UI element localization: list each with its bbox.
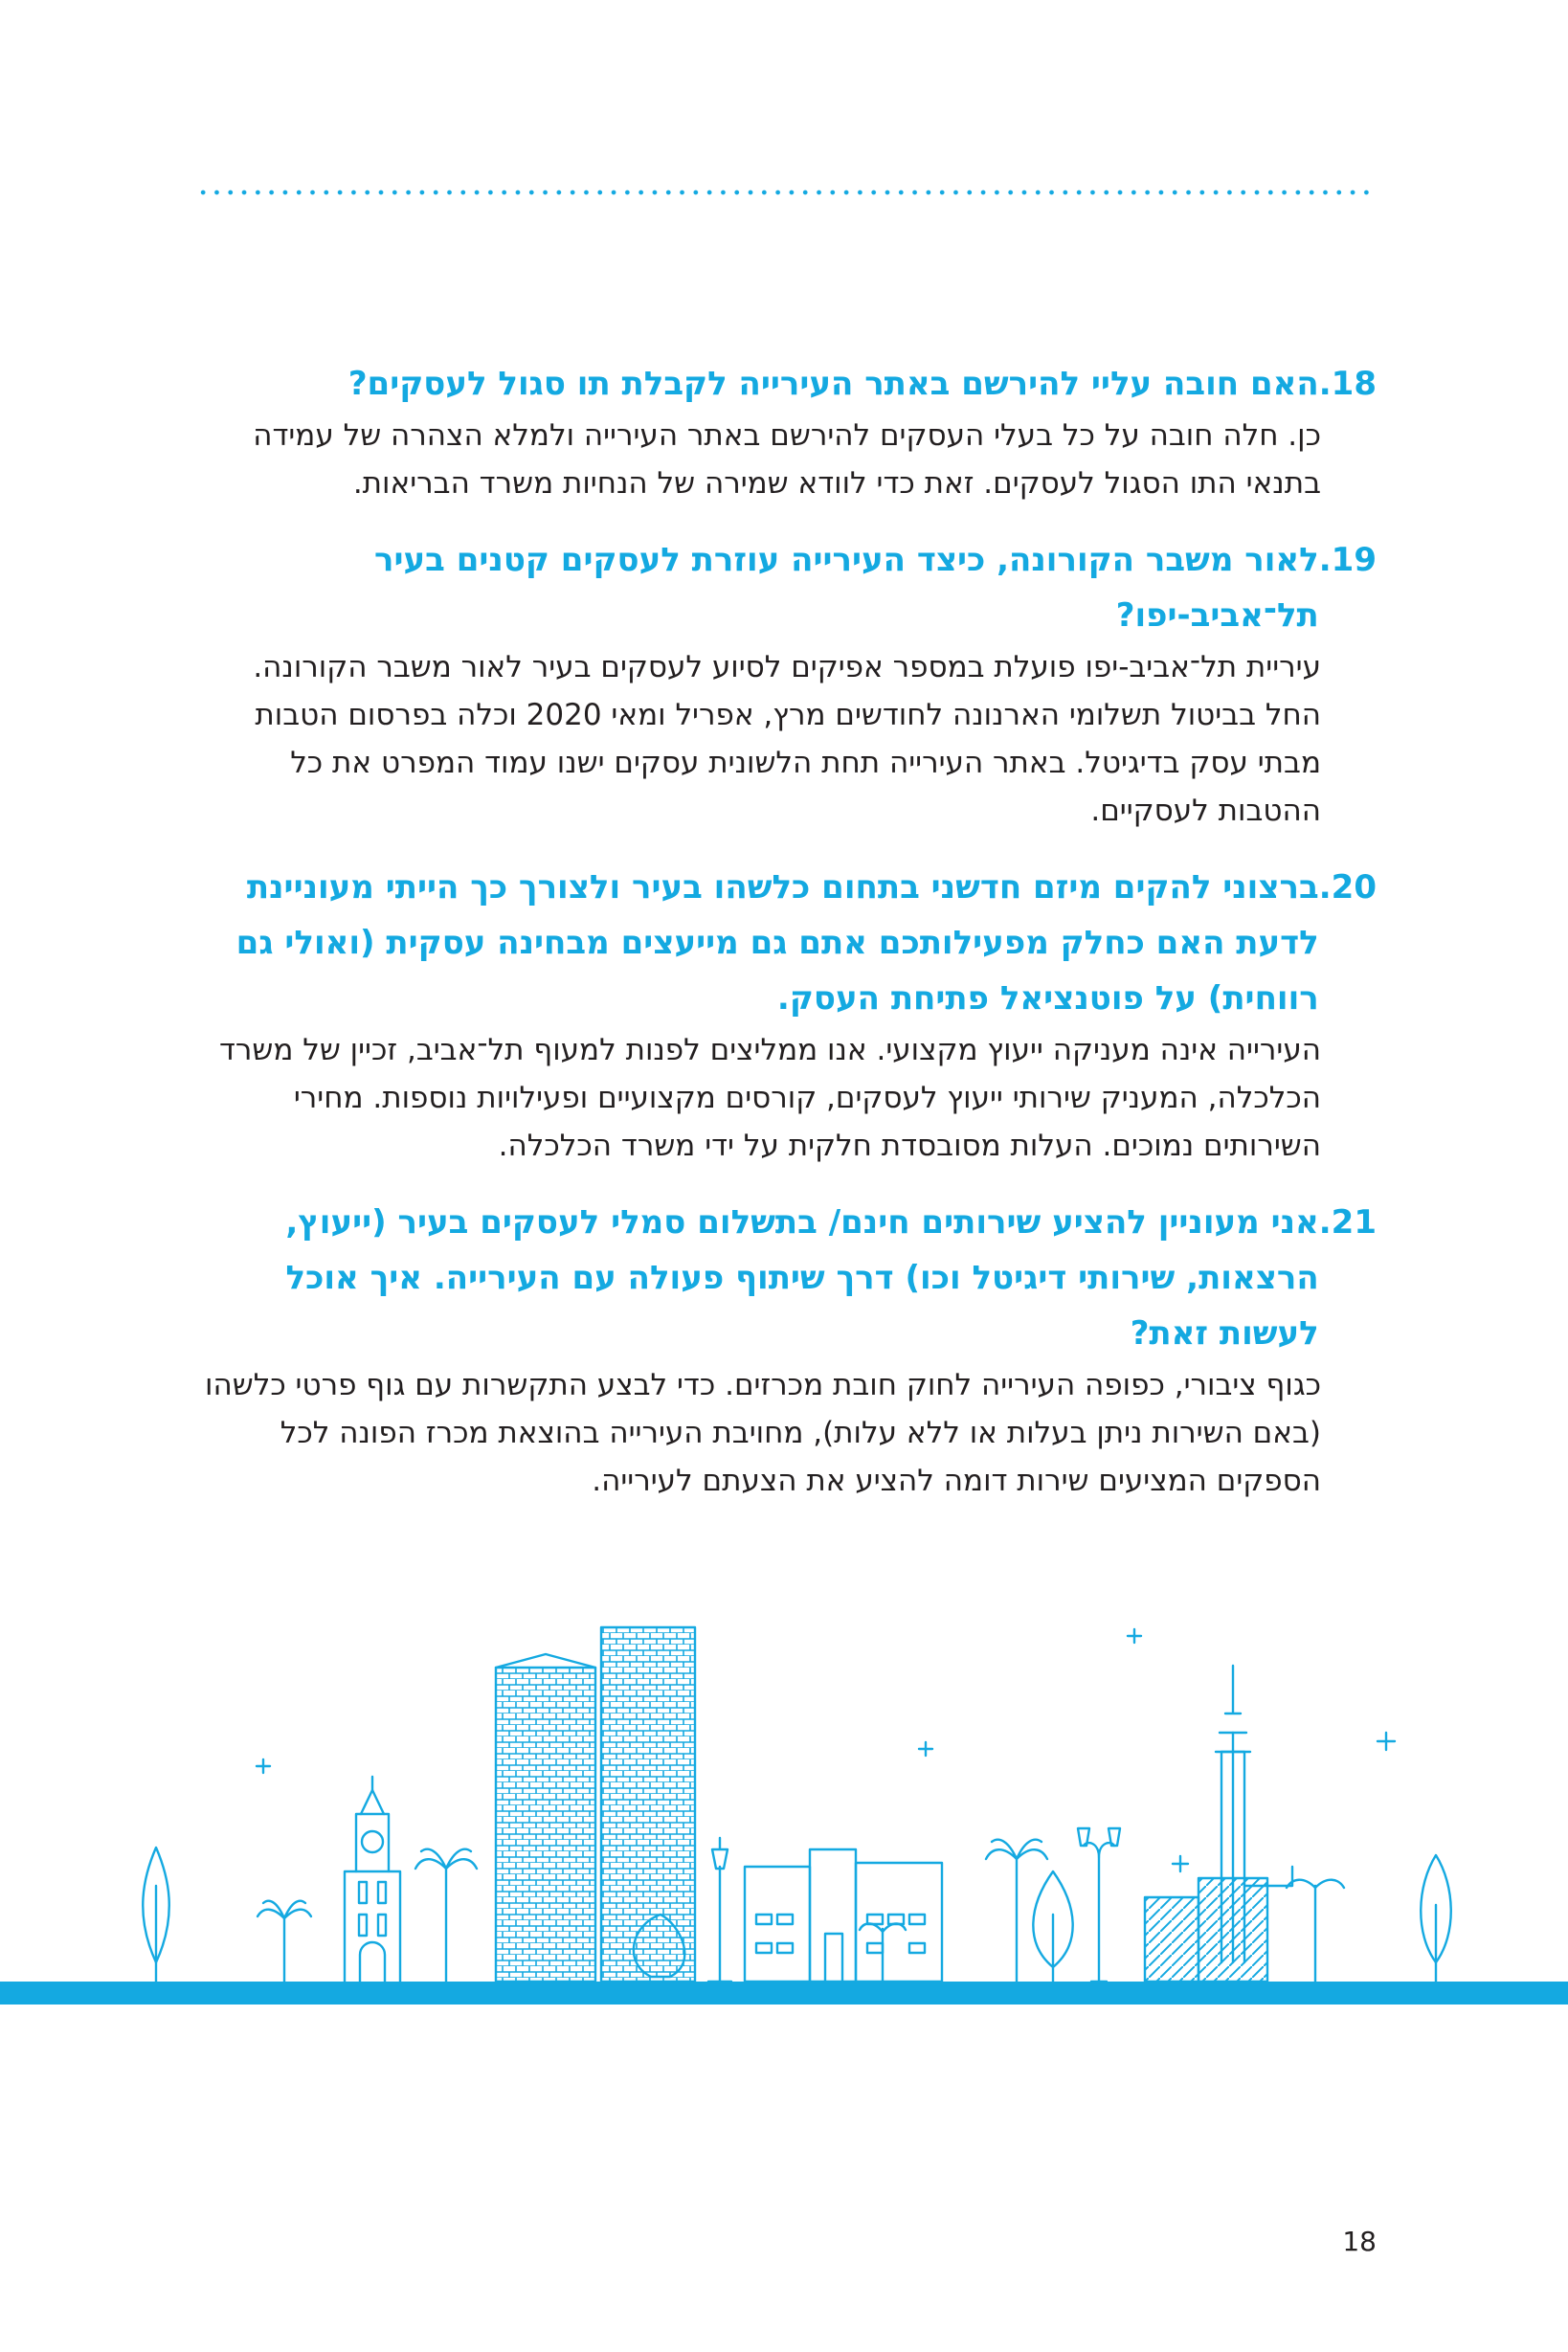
faq-question bbox=[191, 860, 1377, 1026]
faq-question bbox=[191, 356, 1377, 412]
question-number: 20. bbox=[1318, 868, 1377, 907]
dotted-divider bbox=[196, 189, 1376, 196]
city-skyline-illustration bbox=[0, 1599, 1568, 2096]
question-text: לאור משבר הקורונה, כיצד העירייה עוזרת לעסקים קטנים בעיר תל־אביב-יפו? bbox=[374, 541, 1319, 635]
question-number: 21. bbox=[1318, 1203, 1377, 1242]
faq-question bbox=[191, 532, 1377, 643]
question-number: 19. bbox=[1318, 541, 1377, 579]
faq-item-19 bbox=[191, 532, 1377, 835]
faq-item-21 bbox=[191, 1195, 1377, 1505]
faq-list bbox=[191, 356, 1377, 1530]
question-text: אני מעוניין להציע שירותים חינם/ בתשלום סמלי לעסקים בעיר (ייעוץ, הרצאות, שירותי דיגיטל וכו) דרך שיתוף פעולה עם העירייה. איך אוכל לעשות זאת? bbox=[285, 1203, 1319, 1353]
faq-answer: כגוף ציבורי, כפופה העירייה לחוק חובת מכרזים. כדי לבצע התקשרות עם גוף פרטי כלשהו (באם השירות ניתן בעלות או ללא עלות), מחויבת העירייה בהוצאת מכרז הפונה לכל הספקים המציעים שירות דומה להציע את הצעתם לעירייה. bbox=[205, 1368, 1321, 1498]
faq-question bbox=[191, 1195, 1377, 1361]
question-number: 18. bbox=[1318, 365, 1377, 403]
faq-item-18 bbox=[191, 356, 1377, 507]
question-text: האם חובה עליי להירשם באתר העירייה לקבלת תו סגול לעסקים? bbox=[347, 365, 1319, 403]
faq-answer: כן. חלה חובה על כל בעלי העסקים להירשם באתר העירייה ולמלא הצהרה של עמידה בתנאי התו הסגול לעסקים. זאת כדי לוודא שמירה של הנחיות משרד הבריאות. bbox=[253, 418, 1321, 501]
question-text: ברצוני להקים מיזם חדשני בתחום כלשהו בעיר ולצורך כך הייתי מעוניינת לדעת האם כחלק מפעילותכם אתם גם מייעצים מבחינה עסקית (ואולי גם רווחית) על פוטנציאל פתיחת העסק. bbox=[235, 868, 1319, 1018]
page-number: 18 bbox=[1342, 2226, 1377, 2257]
faq-answer: העירייה אינה מעניקה ייעוץ מקצועי. אנו ממליצים לפנות למעוף תל־אביב, זכיין של משרד הכלכלה, המעניק שירותי ייעוץ לעסקים, קורסים מקצועיים ופעילויות נוספות. מחירי השירותים נמוכים. העלות מסובסדת חלקית על ידי משרד הכלכלה. bbox=[218, 1033, 1321, 1163]
faq-item-20 bbox=[191, 860, 1377, 1170]
faq-answer: עיריית תל־אביב-יפו פועלת במספר אפיקים לסיוע לעסקים בעיר לאור משבר הקורונה. החל בביטול תשלומי הארנונה לחודשים מרץ, אפריל ומאי 2020 וכלה בפרסום הטבות מבתי עסק בדיגיטל. באתר העירייה תחת הלשונית עסקים ישנו עמוד המפרט את כל ההטבות לעסקיים. bbox=[253, 650, 1321, 828]
